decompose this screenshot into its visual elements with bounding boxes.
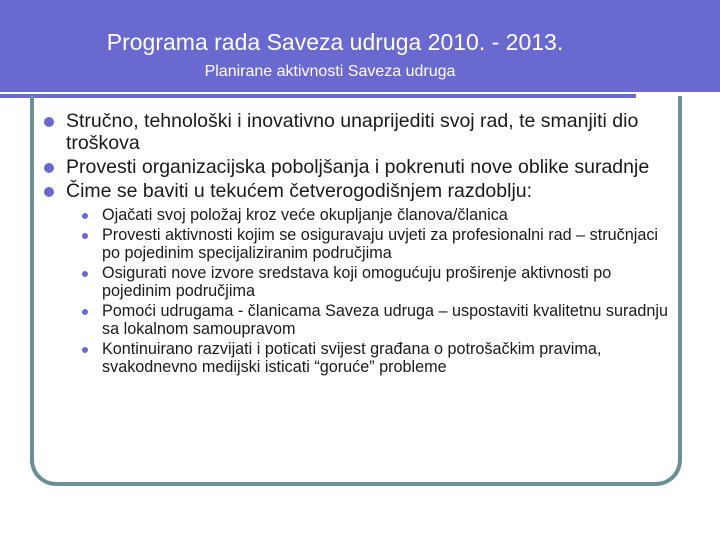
bullet-dot-icon bbox=[44, 163, 54, 173]
bullet-dot-icon bbox=[44, 187, 54, 197]
sub-bullet-item bbox=[66, 206, 670, 224]
slide-title: Programa rada Saveza udruga 2010. - 2013. bbox=[106, 29, 564, 55]
bullet-dot-icon bbox=[44, 117, 54, 127]
bullet-item bbox=[50, 156, 670, 178]
sub-bullet-dot-icon bbox=[82, 271, 88, 277]
sub-bullet-dot-icon bbox=[82, 347, 88, 353]
sub-bullet-text: Ojačati svoj položaj kroz veće okupljanje članova/članica bbox=[102, 206, 508, 224]
sub-bullet-text: Kontinuirano razvijati i poticati svijest građana o potrošačkim pravima, svakodnevno medijski isticati “goruće” probleme bbox=[102, 340, 602, 376]
slide-subtitle: Planirane aktivnosti Saveza udruga bbox=[204, 63, 456, 80]
bullet-text: Provesti organizacijska poboljšanja i pokrenuti nove oblike suradnje bbox=[66, 156, 650, 178]
sub-bullet-dot-icon bbox=[82, 233, 88, 239]
sub-bullet-text: Pomoći udrugama - članicama Saveza udruga – uspostaviti kvalitetnu suradnju sa lokalnom samoupravom bbox=[102, 302, 668, 338]
sub-bullet-text: Osigurati nove izvore sredstava koji omogućuju proširenje aktivnosti po pojedinim područjima bbox=[102, 264, 612, 300]
sub-bullet-dot-icon bbox=[82, 309, 88, 315]
sub-bullet-list bbox=[66, 206, 670, 376]
bullet-item bbox=[50, 110, 670, 154]
sub-bullet-item bbox=[66, 302, 670, 338]
sub-bullet-item bbox=[66, 226, 670, 262]
bullet-text: Stručno, tehnološki i inovativno unaprijediti svoj rad, te smanjiti dio troškova bbox=[66, 110, 639, 154]
bullet-list bbox=[50, 110, 670, 378]
sub-bullet-item bbox=[66, 340, 670, 376]
sub-bullet-text: Provesti aktivnosti kojim se osiguravaju uvjeti za profesionalni rad – stručnjaci po pojedinim specijaliziranim područjima bbox=[102, 226, 659, 262]
bullet-item bbox=[50, 180, 670, 376]
bullet-text: Čime se baviti u tekućem četverogodišnjem razdoblju: bbox=[66, 180, 533, 202]
sub-bullet-dot-icon bbox=[82, 213, 88, 219]
sub-bullet-item bbox=[66, 264, 670, 300]
